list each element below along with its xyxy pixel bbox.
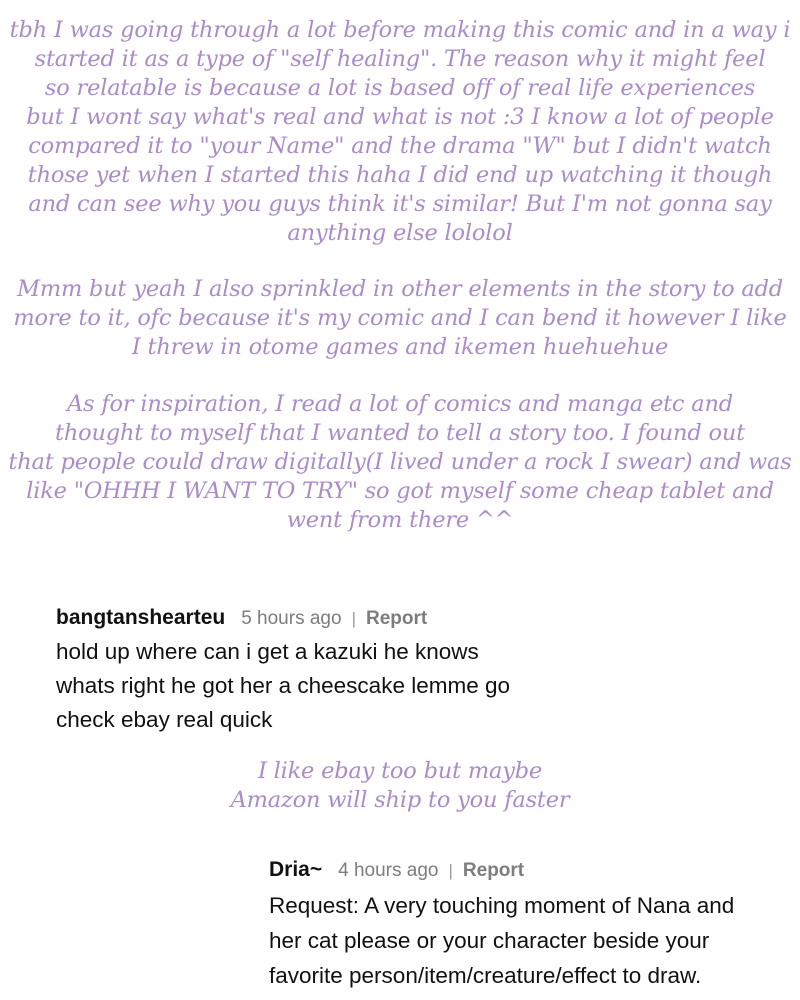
meta-separator: | [351,609,356,628]
comment-text-line: Request: A very touching moment of Nana and [269,893,735,918]
comment-text-line: favorite person/item/creature/effect to draw. [269,963,702,988]
author-note-line: but I wont say what's real and what is not :3 I know a lot of people [26,104,774,130]
author-note-line: more to it, ofc because it's my comic and I can bend it however I like [13,305,787,331]
author-reply [8,757,792,815]
comment-text-line: whats right he got her a cheescake lemme go [56,673,510,698]
author-note-line: that people could draw digitally(I lived under a rock I swear) and was [8,449,792,475]
comment-text-line: her cat please or your character beside your [269,928,710,953]
report-button[interactable]: Report [462,860,525,881]
author-note-line: so relatable is because a lot is based off of real life experiences [44,75,756,101]
comment-body [56,635,756,737]
comment-username[interactable]: Dria~ [269,858,323,881]
comment-meta [56,602,756,634]
author-note-line: those yet when I started this haha I did end up watching it though [27,162,773,188]
author-note-paragraph-2 [8,275,792,362]
comment-body [269,888,789,993]
comment-text-line: hold up where can i get a kazuki he knows [56,639,479,664]
author-note-line: like "OHHH I WANT TO TRY" so got myself some cheap tablet and [26,478,774,504]
comment-timestamp: 5 hours ago [241,608,342,629]
author-reply-line: I like ebay too but maybe [257,758,543,784]
author-note-line: and can see why you guys think it's similar! But I'm not gonna say [28,191,772,217]
author-note-paragraph-1 [8,16,792,248]
author-note-line: tbh I was going through a lot before making this comic and in a way i [9,17,791,43]
comment-username[interactable]: bangtanshearteu [56,606,226,629]
author-reply-line: Amazon will ship to you faster [230,787,570,813]
author-note-line: anything else lololol [287,220,513,246]
author-note-line: As for inspiration, I read a lot of comics and manga etc and [67,391,733,417]
meta-separator: | [448,861,453,880]
comment [269,854,789,993]
author-note-line: went from there ^^ [286,507,514,533]
comment-timestamp: 4 hours ago [338,860,439,881]
author-note-line: Mmm but yeah I also sprinkled in other elements in the story to add [16,276,784,302]
comment-meta [269,854,789,886]
author-note-line: I threw in otome games and ikemen huehuehue [131,334,669,360]
author-note-line: started it as a type of "self healing". The reason why it might feel [34,46,766,72]
author-note-paragraph-3 [8,390,792,535]
author-note-line: compared it to "your Name" and the drama "W" but I didn't watch [28,133,772,159]
comment-text-line: check ebay real quick [56,707,273,732]
report-button[interactable]: Report [365,608,428,629]
comment [56,602,756,737]
author-note-line: thought to myself that I wanted to tell a story too. I found out [55,420,745,446]
